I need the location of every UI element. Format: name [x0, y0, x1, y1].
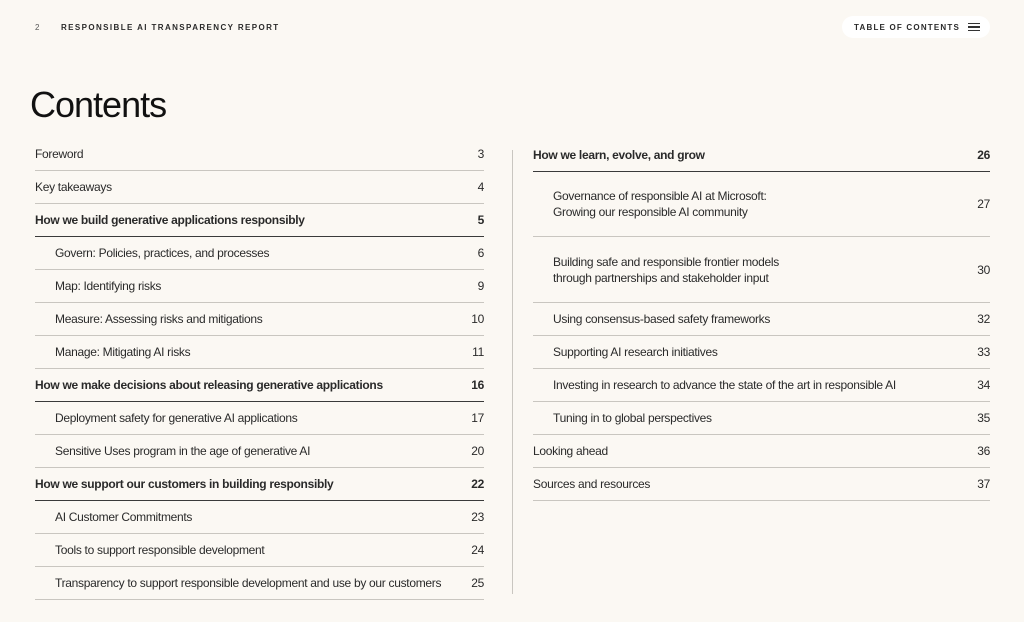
toc-entry-title: How we support our customers in building responsibly	[35, 477, 334, 491]
toc-entry-manage[interactable]	[35, 336, 484, 369]
toc-entry-title: Govern: Policies, practices, and processes	[55, 246, 270, 260]
toc-entry-page: 30	[977, 262, 990, 277]
toc-entry-title: Transparency to support responsible development and use by our customers	[55, 576, 442, 590]
toc-entry-page: 32	[977, 312, 990, 326]
toc-entry-sources[interactable]	[533, 468, 990, 501]
toc-entry-page: 33	[977, 345, 990, 359]
toc-entry-foreword[interactable]	[35, 138, 484, 171]
toc-entry-title-line2: through partnerships and stakeholder input	[553, 270, 769, 285]
toc-entry-measure[interactable]	[35, 303, 484, 336]
toc-entry-title: Investing in research to advance the state of the art in responsible AI	[553, 378, 896, 392]
toc-entry-title-line1: Building safe and responsible frontier models	[553, 254, 779, 269]
toc-entry-page: 36	[977, 444, 990, 458]
toc-entry-research-initiatives[interactable]	[533, 336, 990, 369]
toc-entry-page: 22	[471, 477, 484, 491]
toc-entry-transparency[interactable]	[35, 567, 484, 600]
toc-entry-title: Measure: Assessing risks and mitigations	[55, 312, 263, 326]
toc-entry-page: 35	[977, 411, 990, 425]
toc-entry-governance[interactable]	[533, 172, 990, 237]
toc-entry-title: How we learn, evolve, and grow	[533, 147, 705, 162]
toc-entry-page: 25	[471, 576, 484, 590]
toc-entry-page: 4	[477, 180, 484, 194]
hamburger-menu-icon[interactable]	[968, 23, 980, 31]
toc-entry-page: 34	[977, 378, 990, 392]
page-number: 2	[35, 23, 40, 32]
toc-entry-title: How we make decisions about releasing generative applications	[35, 378, 383, 392]
toc-entry-title: Tools to support responsible development	[55, 543, 265, 557]
toc-entry-title	[533, 254, 960, 286]
toc-entry-title: Map: Identifying risks	[55, 279, 162, 293]
top-bar	[0, 0, 1024, 56]
toc-entry-title: Looking ahead	[533, 444, 608, 458]
toc-entry-title: Using consensus-based safety frameworks	[553, 312, 771, 326]
toc-entry-title: Deployment safety for generative AI applications	[55, 411, 298, 425]
toc-button-label: TABLE OF CONTENTS	[854, 22, 961, 32]
toc-section-customers[interactable]	[35, 468, 484, 501]
toc-entry-map[interactable]	[35, 270, 484, 303]
toc-entry-title: AI Customer Commitments	[55, 510, 193, 524]
column-divider	[512, 150, 513, 594]
toc-entry-page: 27	[977, 197, 990, 211]
toc-entry-page: 3	[477, 147, 484, 161]
toc-entry-page: 5	[477, 213, 484, 227]
toc-entry-govern[interactable]	[35, 237, 484, 270]
toc-entry-title: Supporting AI research initiatives	[553, 345, 718, 359]
toc-entry-looking-ahead[interactable]	[533, 435, 990, 468]
toc-entry-investing-research[interactable]	[533, 369, 990, 402]
toc-entry-page: 20	[471, 444, 484, 458]
toc-entry-page: 10	[471, 312, 484, 326]
contents-left-column	[35, 138, 484, 600]
toc-section-decisions[interactable]	[35, 369, 484, 402]
toc-entry-page: 6	[477, 246, 484, 260]
toc-entry-title: Sensitive Uses program in the age of generative AI	[55, 444, 311, 458]
toc-entry-page: 11	[472, 345, 484, 359]
toc-entry-page: 16	[471, 378, 484, 392]
toc-entry-global-perspectives[interactable]	[533, 402, 990, 435]
toc-section-build[interactable]	[35, 204, 484, 237]
toc-entry-customer-commitments[interactable]	[35, 501, 484, 534]
toc-entry-page: 24	[471, 543, 484, 557]
toc-entry-page: 37	[977, 477, 990, 491]
toc-entry-title	[533, 188, 960, 220]
toc-entry-page: 9	[477, 279, 484, 293]
page-title: Contents	[30, 84, 167, 125]
toc-entry-title: Tuning in to global perspectives	[553, 411, 712, 425]
toc-entry-title: Sources and resources	[533, 477, 651, 491]
toc-section-learn[interactable]	[533, 138, 990, 172]
toc-entry-tools[interactable]	[35, 534, 484, 567]
toc-entry-title: Manage: Mitigating AI risks	[55, 345, 191, 359]
toc-entry-title-line1: Governance of responsible AI at Microsoft:	[553, 189, 767, 203]
toc-entry-frontier-models[interactable]	[533, 237, 990, 303]
toc-entry-title: How we build generative applications responsibly	[35, 213, 305, 227]
toc-entry-page: 17	[471, 411, 484, 425]
toc-entry-sensitive-uses[interactable]	[35, 435, 484, 468]
toc-entry-key-takeaways[interactable]	[35, 171, 484, 204]
contents-right-column	[533, 138, 990, 501]
report-title: RESPONSIBLE AI TRANSPARENCY REPORT	[61, 23, 280, 32]
toc-entry-deployment-safety[interactable]	[35, 402, 484, 435]
toc-entry-safety-frameworks[interactable]	[533, 303, 990, 336]
toc-entry-title: Foreword	[35, 147, 84, 161]
toc-entry-title-line2: Growing our responsible AI community	[553, 205, 748, 219]
toc-entry-title: Key takeaways	[35, 180, 112, 194]
toc-entry-page: 23	[471, 510, 484, 524]
table-of-contents-button[interactable]	[842, 16, 990, 38]
toc-entry-page: 26	[977, 147, 990, 162]
